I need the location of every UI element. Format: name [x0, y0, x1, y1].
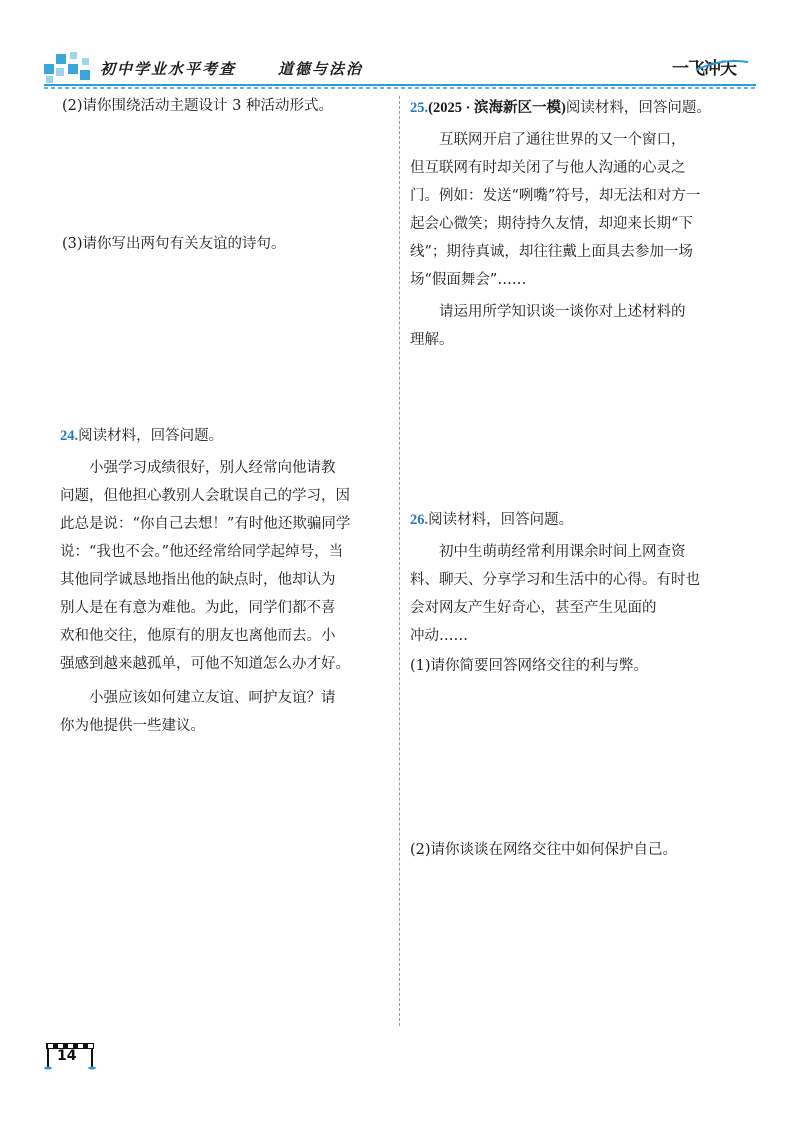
passage-line: 说：“我也不会。”他还经常给同学起绰号，当	[60, 544, 344, 560]
passage-line: 门。例如：发送“咧嘴”符号，却无法和对方一	[410, 188, 701, 204]
question-25	[410, 94, 755, 354]
question-heading	[410, 506, 755, 534]
passage-line: 小强学习成绩很好，别人经常向他请教	[89, 460, 336, 476]
passage-line: 互联网开启了通往世界的又一个窗口，	[439, 132, 686, 148]
page-number: 14	[57, 1048, 77, 1064]
swoosh-icon	[692, 54, 752, 76]
passage-line: 别人是在有意为难他。为此，同学们都不喜	[60, 600, 336, 616]
passage-line: 其他同学诚恳地指出他的缺点时，他却认为	[60, 572, 336, 588]
ask-line: 小强应该如何建立友谊、呵护友谊？请	[89, 690, 336, 706]
sub-question-2: (2)请你谈谈在网络交往中如何保护自己。	[410, 842, 678, 858]
material-passage	[410, 126, 755, 294]
question-number: 24.	[60, 428, 79, 444]
question-ask	[60, 684, 390, 740]
header-rule	[44, 83, 756, 89]
passage-line: 料、聊天、分享学习和生活中的心得。有时也	[410, 572, 700, 588]
ask-line: 你为他提供一些建议。	[60, 718, 205, 734]
ask-line: 理解。	[410, 332, 454, 348]
passage-line: 此总是说：“你自己去想！”有时他还欺骗同学	[60, 516, 351, 532]
material-passage	[60, 454, 390, 678]
passage-line: 强感到越来越孤单，可他不知道怎么办才好。	[60, 656, 350, 672]
passage-line: 欢和他交往，他原有的朋友也离他而去。小	[60, 628, 336, 644]
question-23-part-2	[62, 94, 333, 115]
question-prompt: 阅读材料，回答问题。	[78, 428, 224, 444]
checker-squares-icon	[44, 50, 92, 84]
header-subject: 道德与法治	[278, 60, 364, 78]
question-26-part-2	[410, 836, 677, 864]
sub-question-1: (1)请你简要回答网络交往的利与弊。	[410, 658, 649, 674]
material-passage	[410, 538, 755, 650]
header-title: 初中学业水平考查	[100, 60, 237, 78]
question-heading	[410, 94, 755, 122]
question-heading	[60, 422, 390, 450]
passage-line: 场“假面舞会”……	[410, 272, 527, 288]
question-number: 26.	[410, 512, 429, 528]
question-23-part-3	[62, 232, 286, 253]
question-prompt: 阅读材料，回答问题。	[428, 512, 574, 528]
column-divider	[399, 96, 400, 1026]
passage-line: 但互联网有时却关闭了与他人沟通的心灵之	[410, 160, 686, 176]
question-ask	[410, 298, 755, 354]
question-source: (2025 · 滨海新区一模)	[428, 100, 566, 116]
brand-text: 一飞冲天	[672, 59, 736, 79]
question-26	[410, 506, 755, 680]
question-text: (2)请你围绕活动主题设计 3 种活动形式。	[62, 98, 333, 114]
passage-line: 会对网友产生好奇心，甚至产生见面的	[410, 600, 657, 616]
question-number: 25.	[410, 100, 429, 116]
question-24	[60, 422, 390, 740]
passage-line: 起会心微笑；期待持久友情，却迎来长期“下	[410, 216, 693, 232]
passage-line: 问题，但他担心教别人会耽误自己的学习，因	[60, 488, 350, 504]
page-header	[0, 0, 800, 92]
ask-line: 请运用所学知识谈一谈你对上述材料的	[439, 304, 686, 320]
question-text: (3)请你写出两句有关友谊的诗句。	[62, 236, 286, 252]
passage-line: 冲动……	[410, 628, 468, 644]
question-prompt: 阅读材料，回答问题。	[565, 100, 711, 116]
passage-line: 线”；期待真诚，却往往戴上面具去参加一场	[410, 244, 693, 260]
passage-line: 初中生萌萌经常利用课余时间上网查资	[439, 544, 686, 560]
